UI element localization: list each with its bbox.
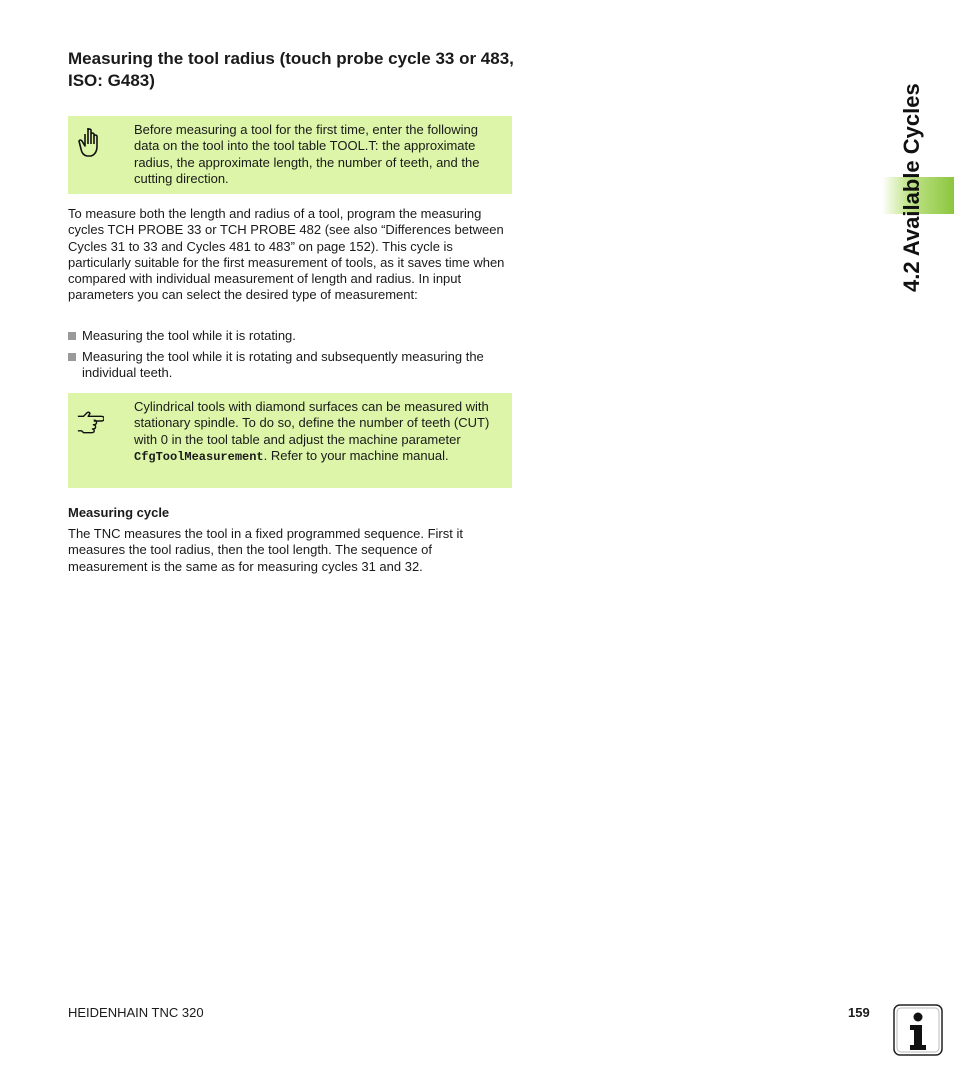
measuring-cycle-heading: Measuring cycle xyxy=(68,505,170,520)
list-item: Measuring the tool while it is rotating. xyxy=(68,328,512,344)
note-box-first-measurement xyxy=(68,116,512,194)
measurement-type-list xyxy=(68,328,512,386)
hand-point-right-icon xyxy=(76,403,104,439)
section-heading: Measuring the tool radius (touch probe cycle 33 or 483, ISO: G483) xyxy=(68,49,514,90)
page-number: 159 xyxy=(848,1005,870,1020)
pointing-hand-icon xyxy=(76,126,104,162)
note-text: Cylindrical tools with diamond surfaces can be measured with stationary spindle. To do so, define the number of teeth (CUT) with 0 in the tool table and adjust the machine parameter CfgToolMeasurement. Refer to your machine manual. xyxy=(134,399,490,464)
info-icon xyxy=(893,1004,943,1056)
note-box-diamond-tools xyxy=(68,393,512,488)
measuring-cycle-paragraph: The TNC measures the tool in a fixed programmed sequence. First it measures the tool radius, then the tool length. The sequence of measurement is the same as for measuring cycles 31 and 32. xyxy=(68,526,463,574)
bullet-square-icon xyxy=(68,332,76,340)
list-item: Measuring the tool while it is rotating and subsequently measuring the individual teeth. xyxy=(68,349,512,382)
machine-parameter-code: CfgToolMeasurement xyxy=(134,449,264,464)
chapter-side-title: 4.2 Available Cycles xyxy=(899,83,924,292)
bullet-square-icon xyxy=(68,353,76,361)
footer-product-name: HEIDENHAIN TNC 320 xyxy=(68,1005,204,1020)
note-text: Before measuring a tool for the first time, enter the following data on the tool into the tool table TOOL.T: the approximate radius, the approximate length, the number of teeth, and the cutting direction. xyxy=(134,122,480,186)
intro-paragraph: To measure both the length and radius of a tool, program the measuring cycles TCH PROBE 33 or TCH PROBE 482 (see also “Differences between Cycles 31 to 33 and Cycles 481 to 483” on page 152). This cycle is particularly suitable for the first measurement of tools, as it saves time when compared with individual measurement of length and radius. In input parameters you can select the desired type of measurement: xyxy=(68,206,505,303)
